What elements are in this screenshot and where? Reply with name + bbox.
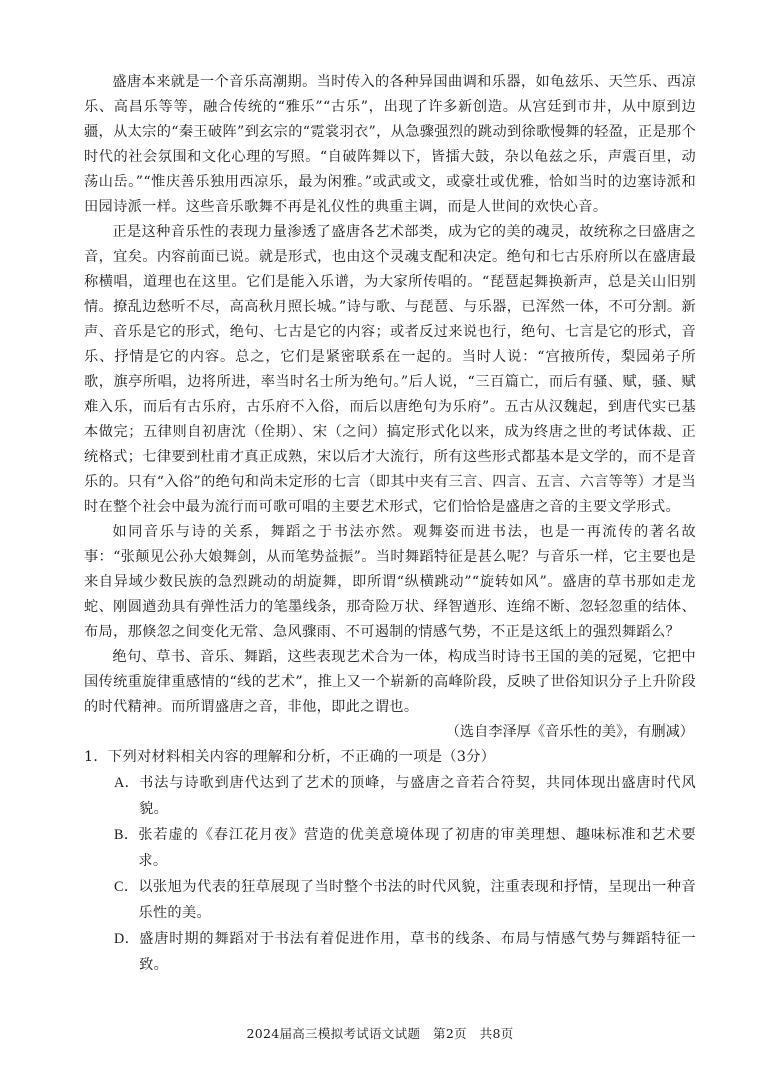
option-text: 书法与诗歌到唐代达到了艺术的顶峰，与盛唐之音若合符契，共同体现出盛唐时代风貌。 [139, 775, 696, 817]
passage-paragraph-3: 如同音乐与诗的关系，舞蹈之于书法亦然。观舞姿而进书法，也是一再流传的著名故事：“张颠见公孙大娘舞剑，从而笔势益振”。当时舞蹈特征是甚么呢？与音乐一样，它主要也是来自异域少数民族的急烈跳动的胡旋舞，即所谓“纵横跳动”“旋转如风”。盛唐的草书那如走龙蛇、刚圆遒劲具有弹性活力的笔墨线条，那奇险万状、绎智遒形、连绵不断、忽轻忽重的结体、布局，那倏忽之间变化无常、急风骤雨、不可遏制的情感气势，不正是这纸上的强烈舞蹈么？ [84, 524, 696, 640]
option-letter: B． [114, 827, 139, 843]
option-letter: D． [114, 931, 140, 947]
option-a [84, 770, 696, 822]
passage-paragraph-1: 盛唐本来就是一个音乐高潮期。当时传入的各种异国曲调和乐器，如龟兹乐、天竺乐、西凉乐、高昌乐等等，融合传统的“雅乐”“古乐”，出现了许多新创造。从宫廷到市井，从中原到边疆，从太宗的“秦王破阵”到玄宗的“霓裳羽衣”，从急骤强烈的跳动到徐歌慢舞的轻盈，正是那个时代的社会氛围和文化心理的写照。“自破阵舞以下，皆擂大鼓，杂以龟兹之乐，声震百里，动荡山岳。”“惟庆善乐独用西凉乐，最为闲雅。”或武或文，或豪壮或优雅，恰如当时的边塞诗派和田园诗派一样。这些音乐歌舞不再是礼仪性的典重主调，而是人世间的欢快心音。 [84, 74, 696, 215]
option-letter: A． [114, 775, 140, 791]
option-d [84, 926, 696, 978]
option-text: 张若虚的《春江花月夜》营造的优美意境体现了初唐的审美理想、趣味标准和艺术要求。 [138, 827, 696, 869]
option-letter: C． [114, 879, 139, 895]
passage-paragraph-4: 绝句、草书、音乐、舞蹈，这些表现艺术合为一体，构成当时诗书王国的美的冠冕，它把中国传统重旋律重感情的“线的艺术”，推上又一个崭新的高峰阶段，反映了世俗知识分子上升阶段的时代精神。而所谓盛唐之音，非他，即此之谓也。 [84, 649, 696, 715]
page-footer: 2024届高三模拟考试语文试题 第2页 共8页 [246, 1026, 514, 1041]
passage [84, 70, 696, 745]
option-text: 以张旭为代表的狂草展现了当时整个书法的时代风貌，注重表现和抒情，呈现出一种音乐性的美。 [138, 879, 696, 921]
option-c [84, 874, 696, 926]
option-b [84, 822, 696, 874]
passage-paragraph-2: 正是这种音乐性的表现力量渗透了盛唐各艺术部类，成为它的美的魂灵，故统称之曰盛唐之音，宜矣。内容前面已说。就是形式，也由这个灵魂支配和决定。绝句和七古乐府所以在盛唐最称横唱，道理也在这里。它们是能入乐谱，为大家所传唱的。“琵琶起舞换新声，总是关山旧别情。撩乱边愁听不尽，高高秋月照长城。”诗与歌、与琵琶、与乐器，已浑然一体，不可分割。新声、音乐是它的形式，绝句、七古是它的内容；或者反过来说也行，绝句、七言是它的形式，音乐、抒情是它的内容。总之，它们是紧密联系在一起的。当时人说：“宫掖所传，梨园弟子所歌，旗亭所唱，边将所进，率当时名士所为绝句。”后人说，“三百篇亡，而后有骚、赋，骚、赋难入乐，而后有古乐府，古乐府不入俗，而后以唐绝句为乐府”。五古从汉魏起，到唐代实已基本做完；五律则自初唐沈（佺期）、宋（之问）搞定形式化以来，成为终唐之世的考试体裁、正统格式；七律要到杜甫才真正成熟，宋以后才大流行，所有这些形式都基本是文学的，而不是音乐的。只有“入俗”的绝句和尚未定形的七言（即其中夹有三言、四言、五言、六言等等）才是当时在整个社会中最为流行而可歌可唱的主要艺术形式，它们恰恰是盛唐之音的主要文学形式。 [84, 224, 696, 515]
passage-source: （选自李泽厚《音乐性的美》，有删减） [445, 724, 694, 740]
option-text: 盛唐时期的舞蹈对于书法有着促进作用，草书的线条、布局与情感气势与舞蹈特征一致。 [139, 931, 696, 973]
question-stem: 1．下列对材料相关内容的理解和分析，不正确的一项是（3分） [84, 749, 496, 765]
question-1 [84, 745, 696, 978]
